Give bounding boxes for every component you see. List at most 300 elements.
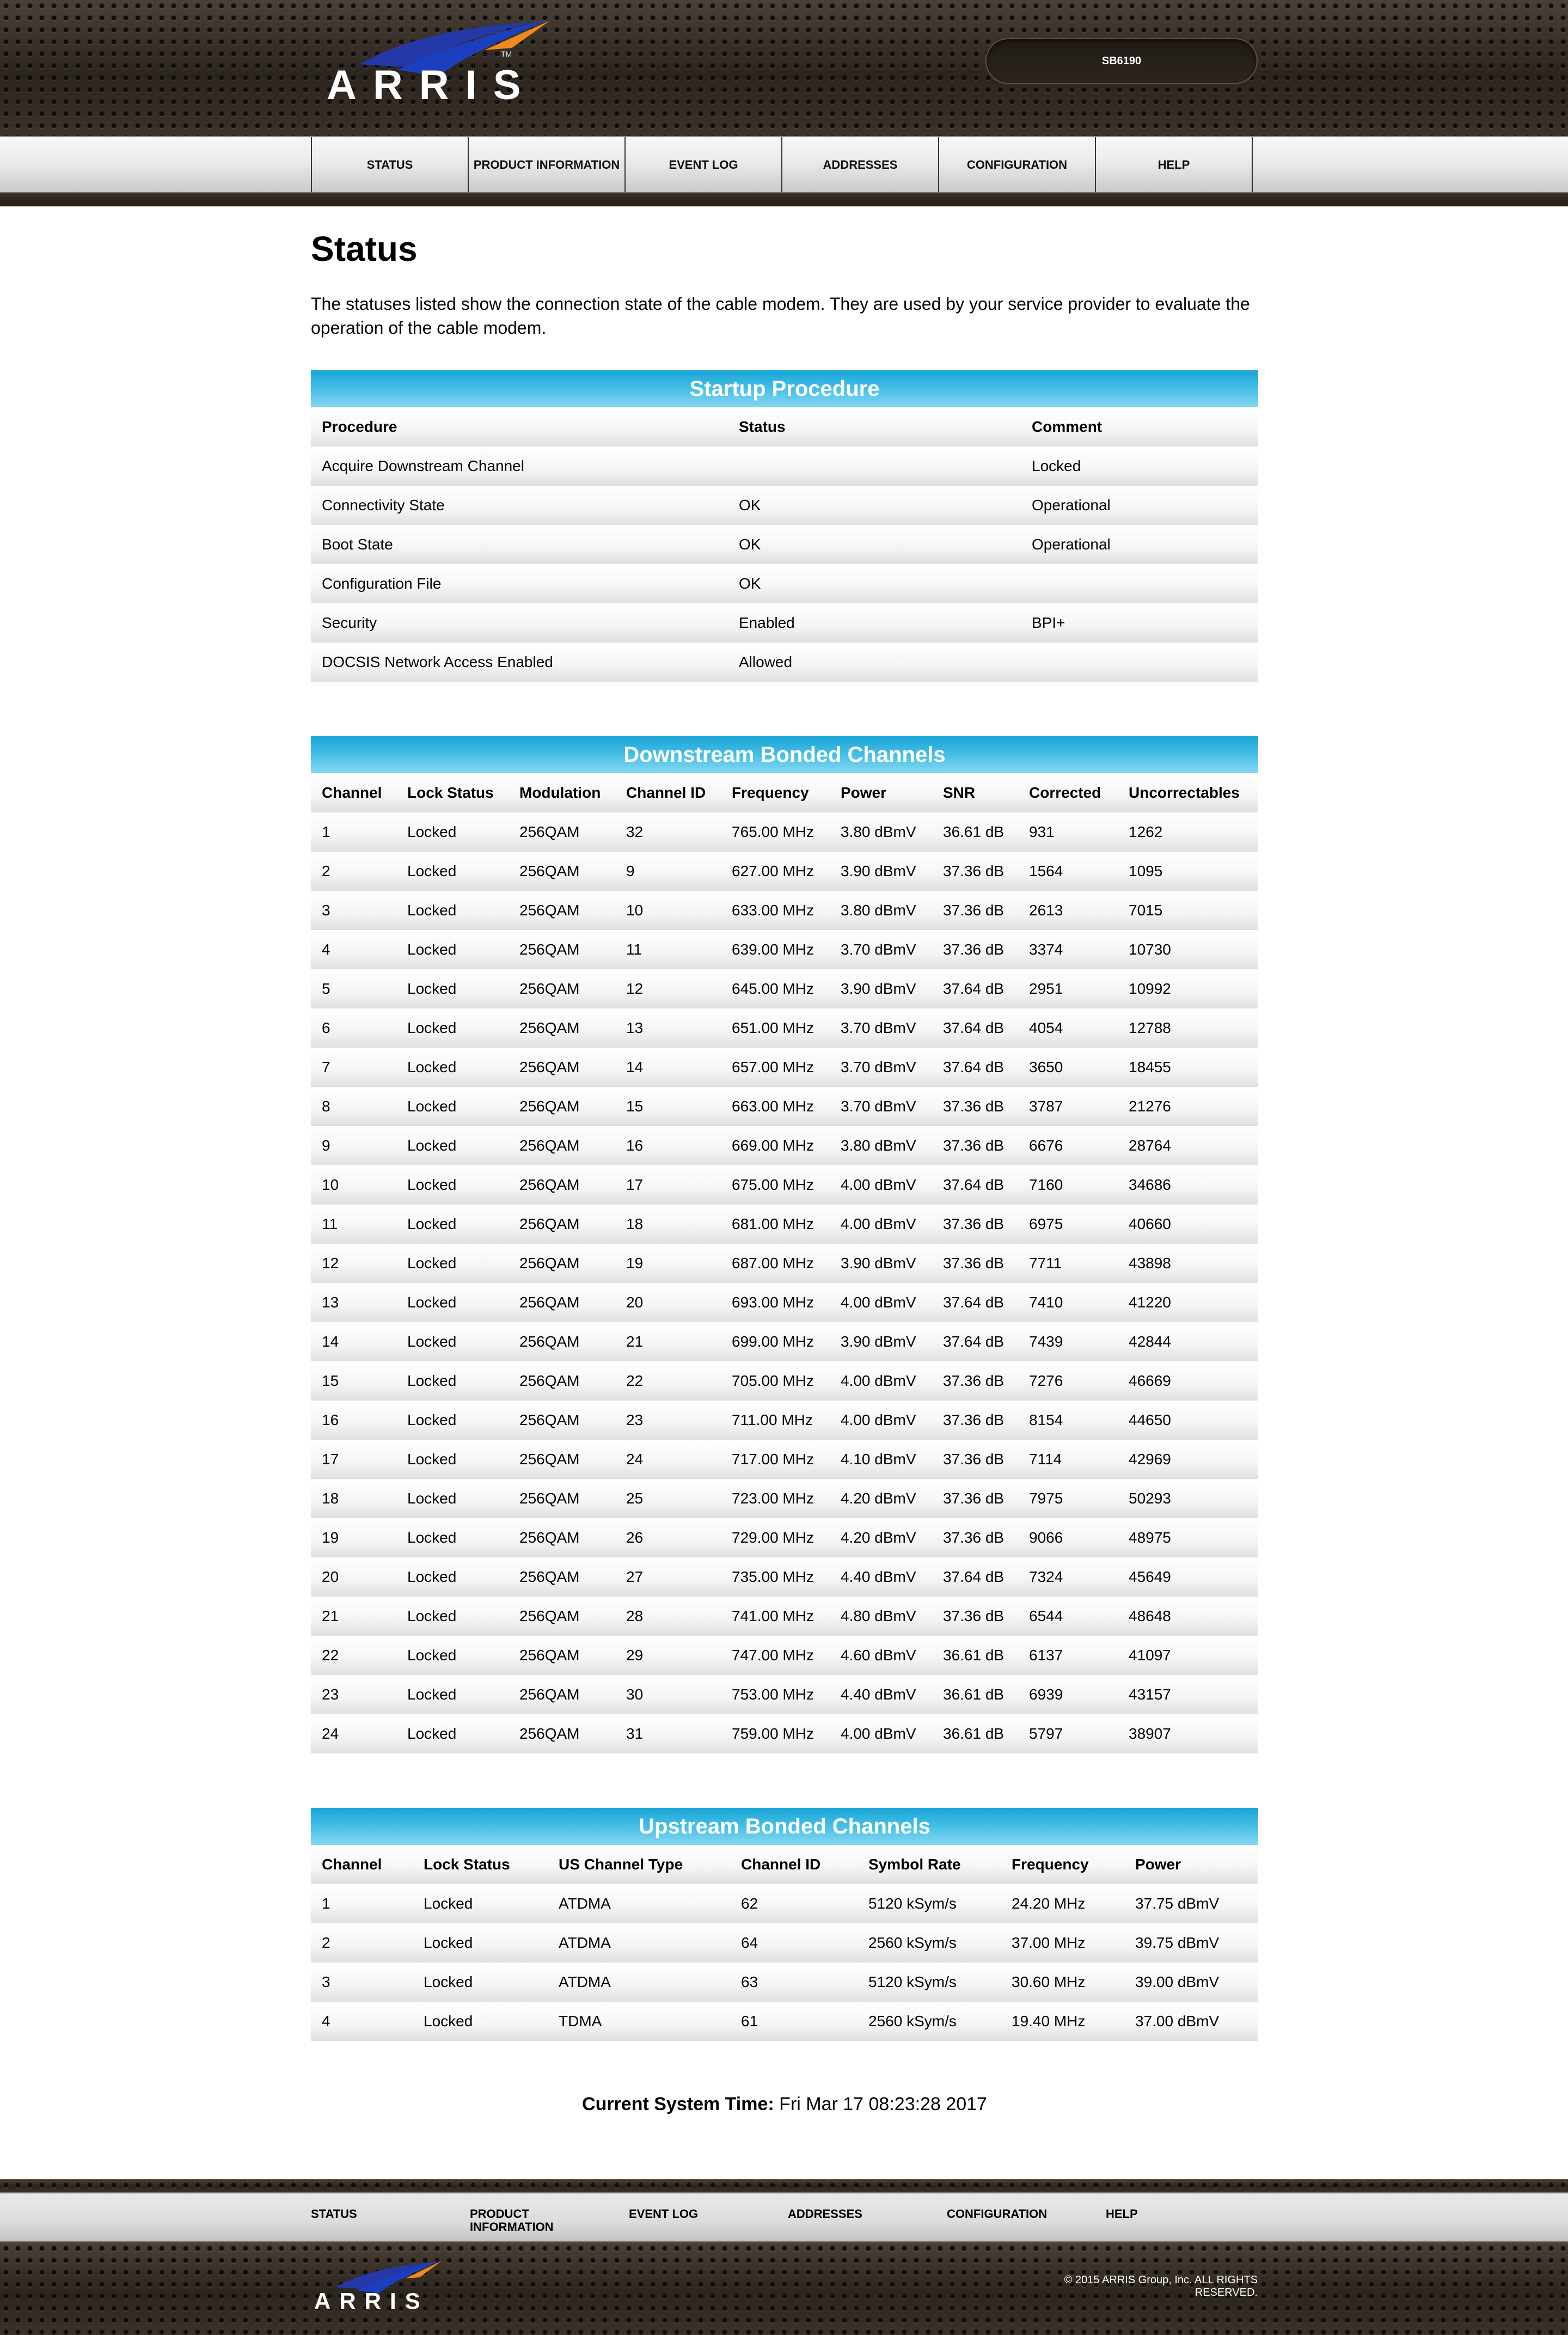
table-cell: 19 bbox=[311, 1518, 396, 1557]
table-cell: 4.00 dBmV bbox=[830, 1361, 932, 1401]
table-cell: 256QAM bbox=[509, 930, 615, 969]
table-cell: 4.80 dBmV bbox=[830, 1597, 932, 1636]
footer-link-addresses[interactable]: ADDRESSES bbox=[788, 2207, 862, 2221]
table-row bbox=[311, 525, 1258, 564]
table-cell: 711.00 MHz bbox=[721, 1401, 830, 1440]
table-cell: 14 bbox=[311, 1322, 396, 1361]
table-row bbox=[311, 447, 1258, 486]
table-cell: 13 bbox=[615, 1008, 721, 1048]
table-row bbox=[311, 1636, 1258, 1675]
table-cell: 22 bbox=[615, 1361, 721, 1401]
table-cell: 32 bbox=[615, 812, 721, 852]
table-row bbox=[311, 1479, 1258, 1518]
table-cell: 21276 bbox=[1118, 1087, 1258, 1126]
table-cell: 12 bbox=[311, 1244, 396, 1283]
table-cell: 28764 bbox=[1118, 1126, 1258, 1165]
copyright-text: © 2015 ARRIS Group, Inc. ALL RIGHTS RESERVED. bbox=[1064, 2274, 1258, 2299]
table-cell: 705.00 MHz bbox=[721, 1361, 830, 1401]
main-nav bbox=[0, 136, 1568, 193]
table-cell: 62 bbox=[730, 1884, 857, 1923]
column-header: Procedure bbox=[311, 407, 728, 447]
table-cell: 3.90 dBmV bbox=[830, 969, 932, 1008]
table-row bbox=[311, 930, 1258, 969]
table-cell: 31 bbox=[615, 1714, 721, 1753]
table-cell: Locked bbox=[1021, 447, 1258, 486]
table-cell: 765.00 MHz bbox=[721, 812, 830, 852]
table-cell: 41097 bbox=[1118, 1636, 1258, 1675]
table-cell: 46669 bbox=[1118, 1361, 1258, 1401]
table-cell: 37.75 dBmV bbox=[1124, 1884, 1258, 1923]
table-cell: 37.36 dB bbox=[932, 1087, 1018, 1126]
table-cell: 29 bbox=[615, 1636, 721, 1675]
table-cell: 3374 bbox=[1018, 930, 1118, 969]
footer-nav bbox=[0, 2192, 1568, 2242]
table-cell bbox=[728, 447, 1021, 486]
column-header: Channel bbox=[311, 773, 396, 812]
table-cell: Locked bbox=[396, 969, 509, 1008]
table-cell: 38907 bbox=[1118, 1714, 1258, 1753]
table-cell: 256QAM bbox=[509, 1518, 615, 1557]
table-cell: 11 bbox=[615, 930, 721, 969]
table-cell: 256QAM bbox=[509, 1244, 615, 1283]
table-header-row bbox=[311, 407, 1258, 447]
column-header: Comment bbox=[1021, 407, 1258, 447]
footer-link-status[interactable]: STATUS bbox=[311, 2207, 357, 2221]
table-cell: 3.70 dBmV bbox=[830, 1048, 932, 1087]
table-cell: 4.20 dBmV bbox=[830, 1518, 932, 1557]
table-cell: Locked bbox=[396, 1165, 509, 1205]
startup-procedure-section bbox=[311, 370, 1258, 682]
table-cell: Locked bbox=[396, 1479, 509, 1518]
table-cell: 256QAM bbox=[509, 1283, 615, 1322]
table-cell: 256QAM bbox=[509, 1557, 615, 1597]
table-cell: 18 bbox=[311, 1479, 396, 1518]
table-cell: Locked bbox=[396, 1048, 509, 1087]
table-cell: 37.64 dB bbox=[932, 1008, 1018, 1048]
table-cell: Locked bbox=[396, 1440, 509, 1479]
table-cell: BPI+ bbox=[1021, 603, 1258, 643]
table-cell: 37.36 dB bbox=[932, 1518, 1018, 1557]
table-cell: Locked bbox=[396, 852, 509, 891]
downstream-channels-table bbox=[311, 773, 1258, 1753]
svg-text:ARRIS: ARRIS bbox=[314, 2288, 429, 2313]
table-cell: Acquire Downstream Channel bbox=[311, 447, 728, 486]
nav-addresses[interactable]: ADDRESSES bbox=[782, 137, 939, 192]
table-cell: Locked bbox=[396, 1244, 509, 1283]
table-row bbox=[311, 1440, 1258, 1479]
table-cell: 3787 bbox=[1018, 1087, 1118, 1126]
column-header: Corrected bbox=[1018, 773, 1118, 812]
table-cell: 37.64 dB bbox=[932, 1165, 1018, 1205]
column-header: Frequency bbox=[721, 773, 830, 812]
table-cell: 37.64 dB bbox=[932, 1557, 1018, 1597]
table-row bbox=[311, 1126, 1258, 1165]
table-cell: 7975 bbox=[1018, 1479, 1118, 1518]
table-cell: 256QAM bbox=[509, 1087, 615, 1126]
table-cell: 6939 bbox=[1018, 1675, 1118, 1714]
table-cell: 4.00 dBmV bbox=[830, 1283, 932, 1322]
table-cell: Locked bbox=[396, 1597, 509, 1636]
footer-bar bbox=[0, 2242, 1568, 2335]
table-cell: 37.36 dB bbox=[932, 1361, 1018, 1401]
table-cell: 693.00 MHz bbox=[721, 1283, 830, 1322]
table-cell: 15 bbox=[311, 1361, 396, 1401]
footer-link-configuration[interactable]: CONFIGURATION bbox=[947, 2207, 1048, 2221]
table-cell: 12 bbox=[615, 969, 721, 1008]
column-header: US Channel Type bbox=[548, 1845, 730, 1884]
table-cell: OK bbox=[728, 486, 1021, 525]
table-cell: 36.61 dB bbox=[932, 812, 1018, 852]
table-cell: Enabled bbox=[728, 603, 1021, 643]
table-cell: 21 bbox=[615, 1322, 721, 1361]
table-cell: ATDMA bbox=[548, 1963, 730, 2002]
table-cell: Locked bbox=[396, 1361, 509, 1401]
table-cell: 4.40 dBmV bbox=[830, 1557, 932, 1597]
table-cell: 37.36 dB bbox=[932, 1597, 1018, 1636]
table-cell: 48975 bbox=[1118, 1518, 1258, 1557]
table-cell: 12788 bbox=[1118, 1008, 1258, 1048]
upstream-channels-section bbox=[311, 1808, 1258, 2041]
table-row bbox=[311, 1283, 1258, 1322]
table-cell: 37.64 dB bbox=[932, 969, 1018, 1008]
table-cell: 7410 bbox=[1018, 1283, 1118, 1322]
table-cell: 675.00 MHz bbox=[721, 1165, 830, 1205]
table-cell: 639.00 MHz bbox=[721, 930, 830, 969]
page-title: Status bbox=[311, 229, 418, 268]
table-cell: 3.80 dBmV bbox=[830, 812, 932, 852]
table-cell: 39.00 dBmV bbox=[1124, 1963, 1258, 2002]
table-cell: 1 bbox=[311, 1884, 413, 1923]
table-cell: 43157 bbox=[1118, 1675, 1258, 1714]
footer-arris-logo bbox=[313, 2259, 444, 2313]
column-header: Channel ID bbox=[730, 1845, 857, 1884]
table-cell: 37.36 dB bbox=[932, 930, 1018, 969]
table-cell: Security bbox=[311, 603, 728, 643]
table-cell: 633.00 MHz bbox=[721, 891, 830, 930]
table-cell: 2 bbox=[311, 1923, 413, 1963]
table-cell: 256QAM bbox=[509, 1401, 615, 1440]
table-cell: 735.00 MHz bbox=[721, 1557, 830, 1597]
model-badge: SB6190 bbox=[985, 38, 1258, 84]
table-cell: 30 bbox=[615, 1675, 721, 1714]
table-cell: 759.00 MHz bbox=[721, 1714, 830, 1753]
table-cell: 37.36 dB bbox=[932, 852, 1018, 891]
table-cell: 7160 bbox=[1018, 1165, 1118, 1205]
column-header: Power bbox=[830, 773, 932, 812]
table-cell: 741.00 MHz bbox=[721, 1597, 830, 1636]
table-cell bbox=[1021, 564, 1258, 603]
table-header-row bbox=[311, 773, 1258, 812]
table-cell: 44650 bbox=[1118, 1401, 1258, 1440]
column-header: Power bbox=[1124, 1845, 1258, 1884]
footer-link-event-log[interactable]: EVENT LOG bbox=[629, 2207, 699, 2221]
table-cell: 4 bbox=[311, 2002, 413, 2041]
header-bar bbox=[0, 0, 1568, 136]
table-cell: 45649 bbox=[1118, 1557, 1258, 1597]
table-row bbox=[311, 1675, 1258, 1714]
table-cell: 3.90 dBmV bbox=[830, 852, 932, 891]
table-cell: 42844 bbox=[1118, 1322, 1258, 1361]
table-cell: 36.61 dB bbox=[932, 1675, 1018, 1714]
table-cell: Locked bbox=[396, 1322, 509, 1361]
svg-text:ARRIS: ARRIS bbox=[327, 62, 537, 105]
table-cell: 37.00 MHz bbox=[1001, 1923, 1124, 1963]
table-cell: 4.40 dBmV bbox=[830, 1675, 932, 1714]
table-cell: 699.00 MHz bbox=[721, 1322, 830, 1361]
table-cell: Locked bbox=[396, 1283, 509, 1322]
table-cell: 4.00 dBmV bbox=[830, 1401, 932, 1440]
table-row bbox=[311, 891, 1258, 930]
table-cell: 25 bbox=[615, 1479, 721, 1518]
table-cell: 50293 bbox=[1118, 1479, 1258, 1518]
table-row bbox=[311, 486, 1258, 525]
table-cell: 37.36 dB bbox=[932, 1126, 1018, 1165]
table-cell: 1095 bbox=[1118, 852, 1258, 891]
table-row bbox=[311, 1597, 1258, 1636]
table-cell: 61 bbox=[730, 2002, 857, 2041]
table-cell: 747.00 MHz bbox=[721, 1636, 830, 1675]
downstream-channels-title: Downstream Bonded Channels bbox=[311, 736, 1258, 773]
table-row bbox=[311, 1165, 1258, 1205]
table-cell: 6 bbox=[311, 1008, 396, 1048]
table-cell: 256QAM bbox=[509, 1675, 615, 1714]
table-cell: 256QAM bbox=[509, 1048, 615, 1087]
table-cell: 4 bbox=[311, 930, 396, 969]
column-header: SNR bbox=[932, 773, 1018, 812]
table-cell: 26 bbox=[615, 1518, 721, 1557]
table-cell: 24 bbox=[311, 1714, 396, 1753]
table-cell: 256QAM bbox=[509, 1008, 615, 1048]
table-cell: Locked bbox=[396, 1008, 509, 1048]
upstream-channels-title: Upstream Bonded Channels bbox=[311, 1808, 1258, 1845]
table-cell: 717.00 MHz bbox=[721, 1440, 830, 1479]
table-cell: 7114 bbox=[1018, 1440, 1118, 1479]
table-cell: 4.00 dBmV bbox=[830, 1714, 932, 1753]
table-cell: Locked bbox=[396, 1714, 509, 1753]
table-cell: 17 bbox=[311, 1440, 396, 1479]
table-cell: 64 bbox=[730, 1923, 857, 1963]
table-cell: 6975 bbox=[1018, 1205, 1118, 1244]
table-cell: 9 bbox=[311, 1126, 396, 1165]
table-cell: 5120 kSym/s bbox=[857, 1884, 1001, 1923]
table-cell: 3 bbox=[311, 1963, 413, 2002]
column-header: Frequency bbox=[1001, 1845, 1124, 1884]
table-cell: 24.20 MHz bbox=[1001, 1884, 1124, 1923]
table-cell: Locked bbox=[396, 1087, 509, 1126]
table-cell: 256QAM bbox=[509, 1440, 615, 1479]
table-cell: Locked bbox=[396, 1518, 509, 1557]
table-cell: Locked bbox=[413, 2002, 548, 2041]
column-header: Lock Status bbox=[396, 773, 509, 812]
table-cell: 3 bbox=[311, 891, 396, 930]
table-cell: 2 bbox=[311, 852, 396, 891]
table-cell: 41220 bbox=[1118, 1283, 1258, 1322]
table-cell: 4054 bbox=[1018, 1008, 1118, 1048]
table-row bbox=[311, 1361, 1258, 1401]
table-cell: 37.36 dB bbox=[932, 1401, 1018, 1440]
table-cell: 4.00 dBmV bbox=[830, 1205, 932, 1244]
table-cell: 9066 bbox=[1018, 1518, 1118, 1557]
nav-help[interactable]: HELP bbox=[1096, 137, 1253, 192]
table-row bbox=[311, 812, 1258, 852]
table-cell: 256QAM bbox=[509, 969, 615, 1008]
nav-event-log[interactable]: EVENT LOG bbox=[626, 137, 782, 192]
table-row bbox=[311, 603, 1258, 643]
table-cell: 37.36 dB bbox=[932, 1244, 1018, 1283]
table-cell: Locked bbox=[396, 812, 509, 852]
table-cell: 23 bbox=[615, 1401, 721, 1440]
table-cell: 645.00 MHz bbox=[721, 969, 830, 1008]
table-cell: Locked bbox=[413, 1923, 548, 1963]
footer-link-product-information[interactable]: PRODUCT INFORMATION bbox=[470, 2207, 554, 2234]
startup-procedure-table bbox=[311, 407, 1258, 682]
table-cell: 39.75 dBmV bbox=[1124, 1923, 1258, 1963]
table-cell: 4.20 dBmV bbox=[830, 1479, 932, 1518]
table-cell: 8 bbox=[311, 1087, 396, 1126]
table-cell: 23 bbox=[311, 1675, 396, 1714]
table-cell: ATDMA bbox=[548, 1884, 730, 1923]
table-cell: 18455 bbox=[1118, 1048, 1258, 1087]
table-cell: 931 bbox=[1018, 812, 1118, 852]
nav-product-information[interactable]: PRODUCT INFORMATION bbox=[469, 137, 626, 192]
table-cell: TDMA bbox=[548, 2002, 730, 2041]
table-cell: 753.00 MHz bbox=[721, 1675, 830, 1714]
table-cell: 48648 bbox=[1118, 1597, 1258, 1636]
table-cell: 15 bbox=[615, 1087, 721, 1126]
table-cell: 2560 kSym/s bbox=[857, 2002, 1001, 2041]
table-cell: 6676 bbox=[1018, 1126, 1118, 1165]
table-cell: 18 bbox=[615, 1205, 721, 1244]
table-cell: 723.00 MHz bbox=[721, 1479, 830, 1518]
table-cell: 20 bbox=[311, 1557, 396, 1597]
table-row bbox=[311, 1884, 1258, 1923]
table-row bbox=[311, 1244, 1258, 1283]
table-cell: 20 bbox=[615, 1283, 721, 1322]
table-cell: 21 bbox=[311, 1597, 396, 1636]
table-cell: 256QAM bbox=[509, 1126, 615, 1165]
table-cell: 10992 bbox=[1118, 969, 1258, 1008]
table-row bbox=[311, 564, 1258, 603]
table-cell: 3.90 dBmV bbox=[830, 1244, 932, 1283]
table-cell: 1262 bbox=[1118, 812, 1258, 852]
table-cell: 256QAM bbox=[509, 1205, 615, 1244]
column-header: Channel bbox=[311, 1845, 413, 1884]
table-cell: 256QAM bbox=[509, 852, 615, 891]
table-cell: 4.00 dBmV bbox=[830, 1165, 932, 1205]
table-row bbox=[311, 1923, 1258, 1963]
table-cell: 7 bbox=[311, 1048, 396, 1087]
table-cell: 3.80 dBmV bbox=[830, 1126, 932, 1165]
page-intro: The statuses listed show the connection state of the cable modem. They are used by your service provider to evaluate the operation of the cable modem. bbox=[311, 294, 1250, 338]
table-row bbox=[311, 643, 1258, 682]
column-header: Status bbox=[728, 407, 1021, 447]
table-cell: 5120 kSym/s bbox=[857, 1963, 1001, 2002]
startup-procedure-title: Startup Procedure bbox=[311, 370, 1258, 407]
table-row bbox=[311, 2002, 1258, 2041]
table-cell: 37.36 dB bbox=[932, 1479, 1018, 1518]
table-header-row bbox=[311, 1845, 1258, 1884]
table-cell: OK bbox=[728, 525, 1021, 564]
table-cell: 22 bbox=[311, 1636, 396, 1675]
table-cell: 3650 bbox=[1018, 1048, 1118, 1087]
table-cell: 14 bbox=[615, 1048, 721, 1087]
current-system-time bbox=[311, 2090, 1258, 2118]
table-cell: 256QAM bbox=[509, 1636, 615, 1675]
table-cell: 19 bbox=[615, 1244, 721, 1283]
table-cell: 16 bbox=[311, 1401, 396, 1440]
table-cell: 30.60 MHz bbox=[1001, 1963, 1124, 2002]
table-cell: Operational bbox=[1021, 525, 1258, 564]
table-cell: Locked bbox=[396, 891, 509, 930]
table-cell: 19.40 MHz bbox=[1001, 2002, 1124, 2041]
system-time-value: Fri Mar 17 08:23:28 2017 bbox=[779, 2094, 987, 2114]
table-row bbox=[311, 969, 1258, 1008]
table-row bbox=[311, 1322, 1258, 1361]
system-time-label: Current System Time: bbox=[582, 2094, 774, 2114]
table-cell: 40660 bbox=[1118, 1205, 1258, 1244]
table-cell: Locked bbox=[413, 1884, 548, 1923]
table-cell: 256QAM bbox=[509, 891, 615, 930]
table-cell bbox=[1021, 643, 1258, 682]
table-cell: Configuration File bbox=[311, 564, 728, 603]
table-cell: 256QAM bbox=[509, 1479, 615, 1518]
table-cell: 37.00 dBmV bbox=[1124, 2002, 1258, 2041]
table-cell: 2560 kSym/s bbox=[857, 1923, 1001, 1963]
column-header: Channel ID bbox=[615, 773, 721, 812]
table-cell: 6137 bbox=[1018, 1636, 1118, 1675]
table-cell: Connectivity State bbox=[311, 486, 728, 525]
table-cell: 37.36 dB bbox=[932, 1440, 1018, 1479]
table-cell: Locked bbox=[396, 1557, 509, 1597]
table-cell: 2613 bbox=[1018, 891, 1118, 930]
table-cell: 3.90 dBmV bbox=[830, 1322, 932, 1361]
main-content bbox=[311, 225, 1258, 340]
table-cell: 7439 bbox=[1018, 1322, 1118, 1361]
table-cell: Locked bbox=[396, 1636, 509, 1675]
table-cell: Locked bbox=[396, 1205, 509, 1244]
table-cell: 13 bbox=[311, 1283, 396, 1322]
table-cell: 9 bbox=[615, 852, 721, 891]
nav-status[interactable]: STATUS bbox=[312, 137, 469, 192]
table-cell: Locked bbox=[396, 1401, 509, 1440]
table-cell: 37.64 dB bbox=[932, 1322, 1018, 1361]
column-header: Uncorrectables bbox=[1118, 773, 1258, 812]
footer-link-help[interactable]: HELP bbox=[1106, 2207, 1138, 2221]
table-cell: DOCSIS Network Access Enabled bbox=[311, 643, 728, 682]
table-cell: Operational bbox=[1021, 486, 1258, 525]
table-cell: 11 bbox=[311, 1205, 396, 1244]
table-cell: 4.10 dBmV bbox=[830, 1440, 932, 1479]
table-cell: 663.00 MHz bbox=[721, 1087, 830, 1126]
table-cell: OK bbox=[728, 564, 1021, 603]
arris-logo[interactable] bbox=[321, 17, 555, 105]
table-cell: 7324 bbox=[1018, 1557, 1118, 1597]
table-row bbox=[311, 1048, 1258, 1087]
table-row bbox=[311, 1714, 1258, 1753]
table-cell: 10 bbox=[615, 891, 721, 930]
nav-configuration[interactable]: CONFIGURATION bbox=[939, 137, 1096, 192]
table-cell: 3.80 dBmV bbox=[830, 891, 932, 930]
table-cell: 6544 bbox=[1018, 1597, 1118, 1636]
table-row bbox=[311, 1008, 1258, 1048]
table-cell: 42969 bbox=[1118, 1440, 1258, 1479]
table-cell: 63 bbox=[730, 1963, 857, 2002]
table-cell: 669.00 MHz bbox=[721, 1126, 830, 1165]
table-cell: 17 bbox=[615, 1165, 721, 1205]
table-cell: 36.61 dB bbox=[932, 1714, 1018, 1753]
table-cell: 37.36 dB bbox=[932, 891, 1018, 930]
footer-top-bar bbox=[0, 2179, 1568, 2192]
